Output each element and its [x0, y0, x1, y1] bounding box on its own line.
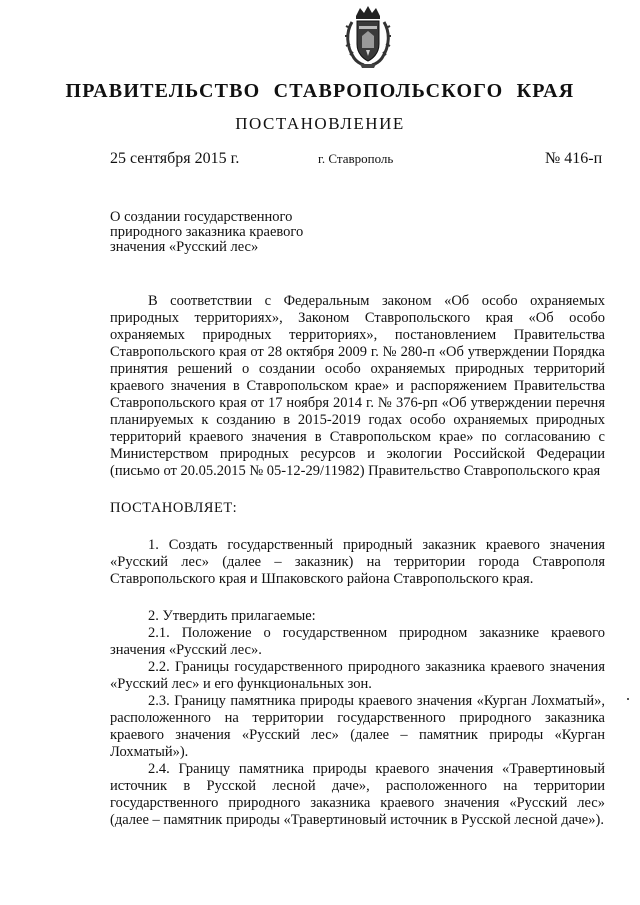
- subject-line: О создании государственного: [110, 209, 293, 225]
- clause-1: 1. Создать государственный природный заказник краевого значения «Русский лес» (далее – заказник) на территории города Ставрополя Ставропольского края и Шпаковского района Ставропольского края.: [110, 537, 605, 587]
- scan-artifact: [627, 698, 629, 700]
- clause-2-2: 2.2. Границы государственного природного заказника краевого значения «Русский лес» и его функциональных зон.: [110, 659, 605, 692]
- document-date: 25 сентября 2015 г.: [110, 150, 240, 167]
- clause-2-1: 2.1. Положение о государственном природном заказнике краевого значения «Русский лес».: [110, 625, 605, 658]
- document-type: ПОСТАНОВЛЕНИЕ: [235, 114, 405, 133]
- document-body: [110, 293, 605, 829]
- document-city: г. Ставрополь: [318, 151, 394, 166]
- stavropol-coat-of-arms-icon: [342, 4, 394, 70]
- clause-2-4: 2.4. Границу памятника природы краевого значения «Травертиновый источник в Русской лесной даче», расположенного на территории государственного природного заказника краевого значения «Русский лес» (далее – памятник природы «Травертиновый источник в Русской лесной даче»).: [110, 761, 605, 828]
- document-number: № 416-п: [545, 150, 603, 167]
- clause-2: 2. Утвердить прилагаемые:: [148, 608, 316, 624]
- subject-line: природного заказника краевого: [110, 224, 304, 240]
- government-title: ПРАВИТЕЛЬСТВО СТАВРОПОЛЬСКОГО КРАЯ: [65, 80, 575, 102]
- document-subject: [110, 210, 340, 255]
- preamble-paragraph: В соответствии с Федеральным законом «Об особо охраняемых природных территориях», Законом Ставропольского края «Об особо охраняемых природных территориях», постановлением Правительства Ставропольского края от 28 октября 2009 г. № 280-п «Об утверждении Порядка принятия решений о создании особо охраняемых природных территорий краевого значения в Ставропольском крае» и распоряжением Правительства Ставропольского края от 17 ноября 2014 г. № 376-рп «Об утверждении перечня планируемых к созданию в 2015-2019 годах особо охраняемых природных территорий краевого значения в Ставропольском крае» по согласованию с Министерством природных ресурсов и экологии Российской Федерации (письмо от 20.05.2015 № 05-12-29/11982) Правительство Ставропольского края: [110, 293, 605, 479]
- subject-line: значения «Русский лес»: [110, 239, 259, 255]
- resolves-heading: ПОСТАНОВЛЯЕТ:: [110, 500, 238, 516]
- clause-2-3: 2.3. Границу памятника природы краевого значения «Курган Лохматый», расположенного на территории государственного природного заказника краевого значения «Русский лес» (далее – памятник природы «Курган Лохматый»).: [110, 693, 605, 760]
